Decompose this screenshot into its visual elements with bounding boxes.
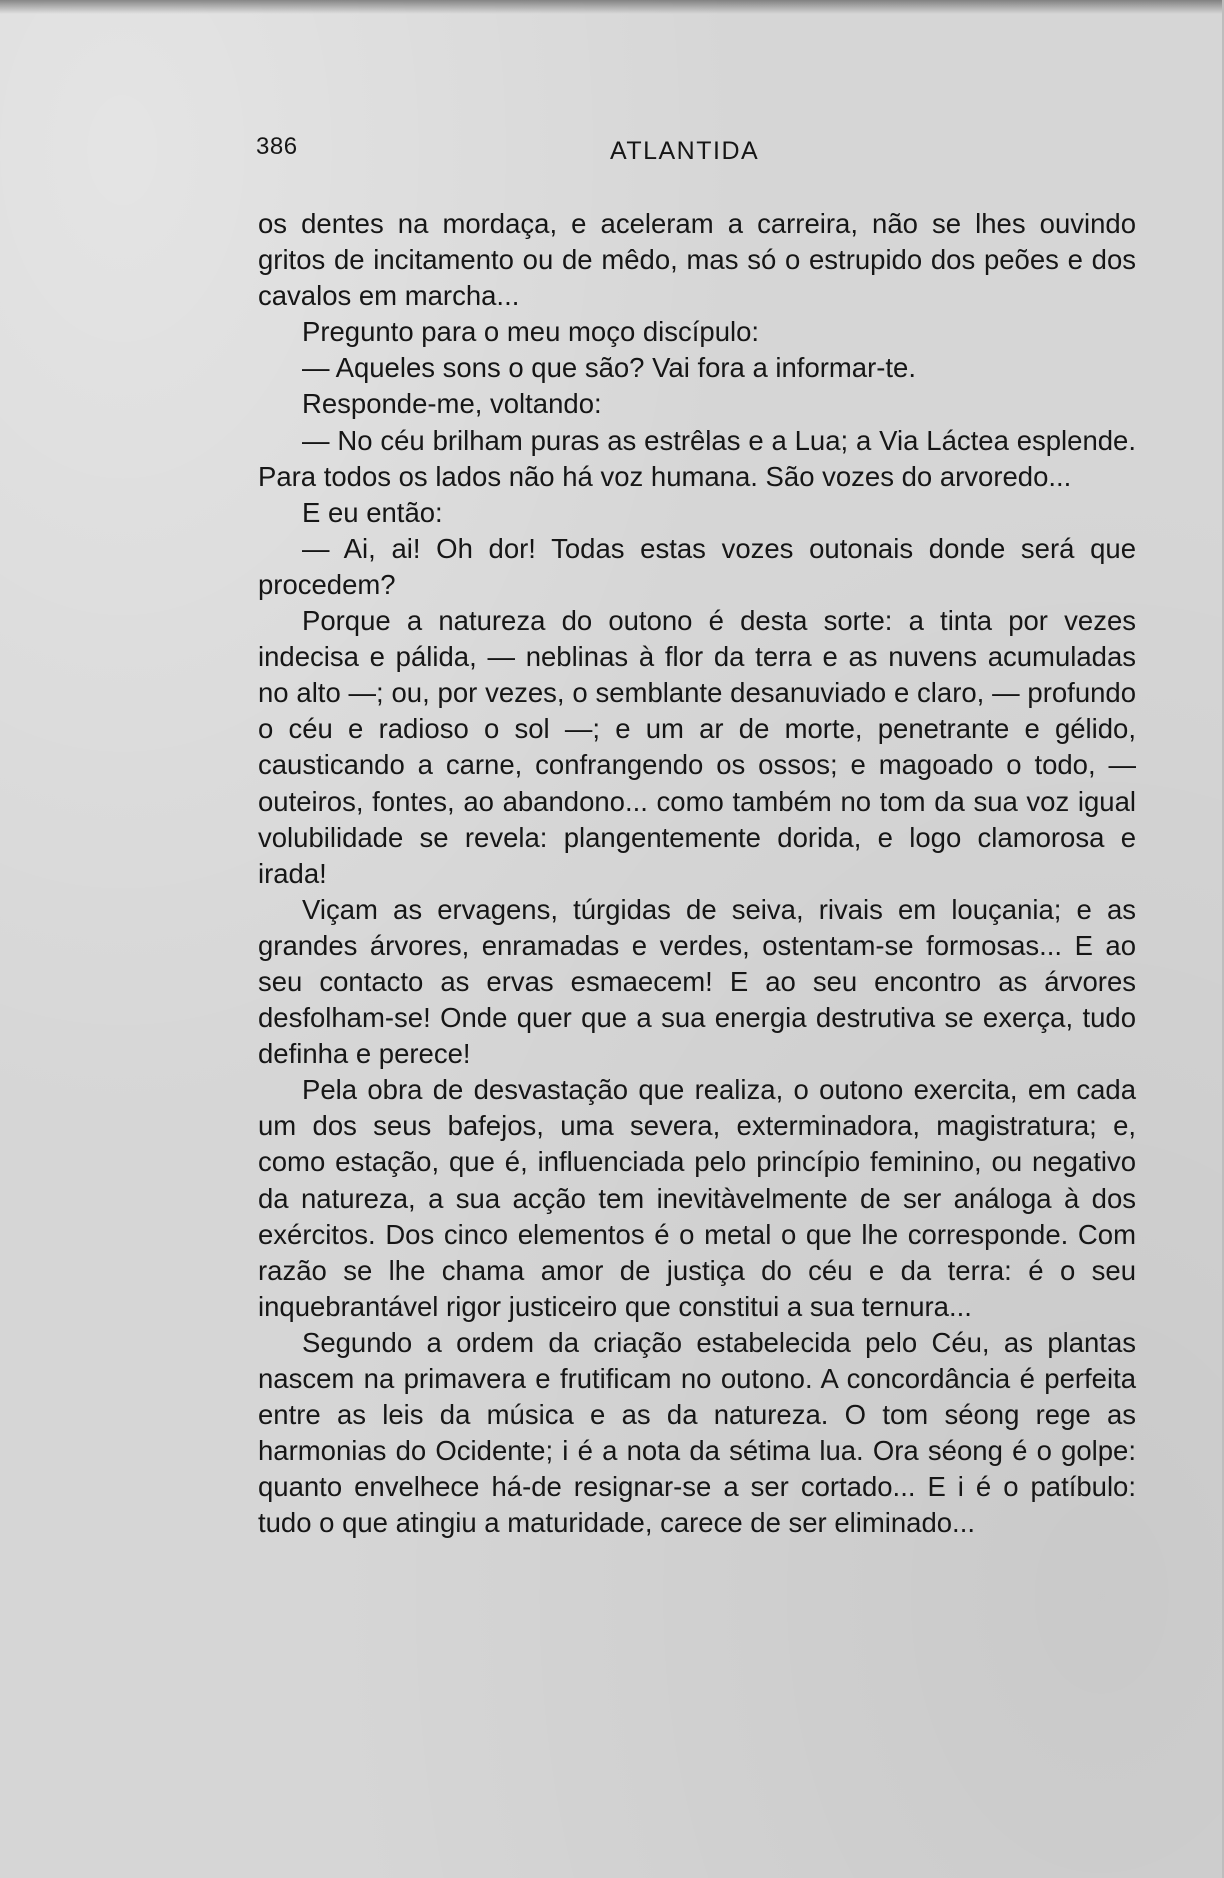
- paragraph: Viçam as ervagens, túrgidas de seiva, rivais em louçania; e as grandes árvores, enramadas e verdes, ostentam-se formosas... E ao seu contacto as ervas esmaecem! E ao seu encontro as árvores desfolham-se! Onde quer que a sua energia destrutiva se exerça, tudo definha e perece!: [258, 893, 1136, 1070]
- paragraph: — Aqueles sons o que são? Vai fora a informar-te.: [302, 352, 916, 384]
- paragraph: Responde-me, voltando:: [302, 388, 602, 420]
- paragraph: Segundo a ordem da criação estabelecida pelo Céu, as plantas nascem na primavera e frutificam no outono. A concordância é perfeita entre as leis da música e as da natureza. O tom séong rege as harmonias do Ocidente; i é a nota da sétima lua. Ora séong é o golpe: quanto envelhece há-de resignar-se a ser cortado... E i é o patíbulo: tudo o que atingiu a maturidade, carece de ser eliminado...: [258, 1326, 1136, 1539]
- running-title: ATLANTIDA: [610, 137, 760, 165]
- paragraph: os dentes na mordaça, e aceleram a carreira, não se lhes ouvindo gritos de incitamento ou de mêdo, mas só o estrupido dos peões e dos cavalos em marcha...: [258, 208, 1136, 312]
- paragraph: — No céu brilham puras as estrêlas e a Lua; a Via Láctea esplende. Para todos os lados não há voz humana. São vozes do arvoredo...: [258, 424, 1136, 492]
- page-header: [256, 133, 1156, 173]
- body-text: [258, 206, 1136, 1541]
- page-top-shadow: [0, 0, 1224, 14]
- paragraph: — Ai, ai! Oh dor! Todas estas vozes outonais donde será que procedem?: [258, 532, 1136, 600]
- paragraph: Pela obra de desvastação que realiza, o outono exercita, em cada um dos seus bafejos, uma severa, exterminadora, magistratura; e, como estação, que é, influenciada pelo princípio feminino, ou negativo da natureza, a sua acção tem inevitàvelmente de ser análoga à dos exércitos. Dos cinco elementos é o metal o que lhe corresponde. Com razão se lhe chama amor de justiça do céu e da terra: é o seu inquebrantável rigor justiceiro que constitui a sua ternura...: [258, 1074, 1136, 1322]
- paragraph: Pregunto para o meu moço discípulo:: [302, 316, 760, 348]
- paragraph: Porque a natureza do outono é desta sorte: a tinta por vezes indecisa e pálida, — neblinas à flor da terra e as nuvens acumuladas no alto —; ou, por vezes, o semblante desanuviado e claro, — profundo o céu e radioso o sol —; e um ar de morte, penetrante e gélido, causticando a carne, confrangendo os ossos; e magoado o todo, — outeiros, fontes, ao abandono... como também no tom da sua voz igual volubilidade se revela: plangentemente dorida, e logo clamorosa e irada!: [258, 605, 1136, 889]
- paragraph: E eu então:: [302, 496, 443, 528]
- page-number: 386: [256, 133, 298, 160]
